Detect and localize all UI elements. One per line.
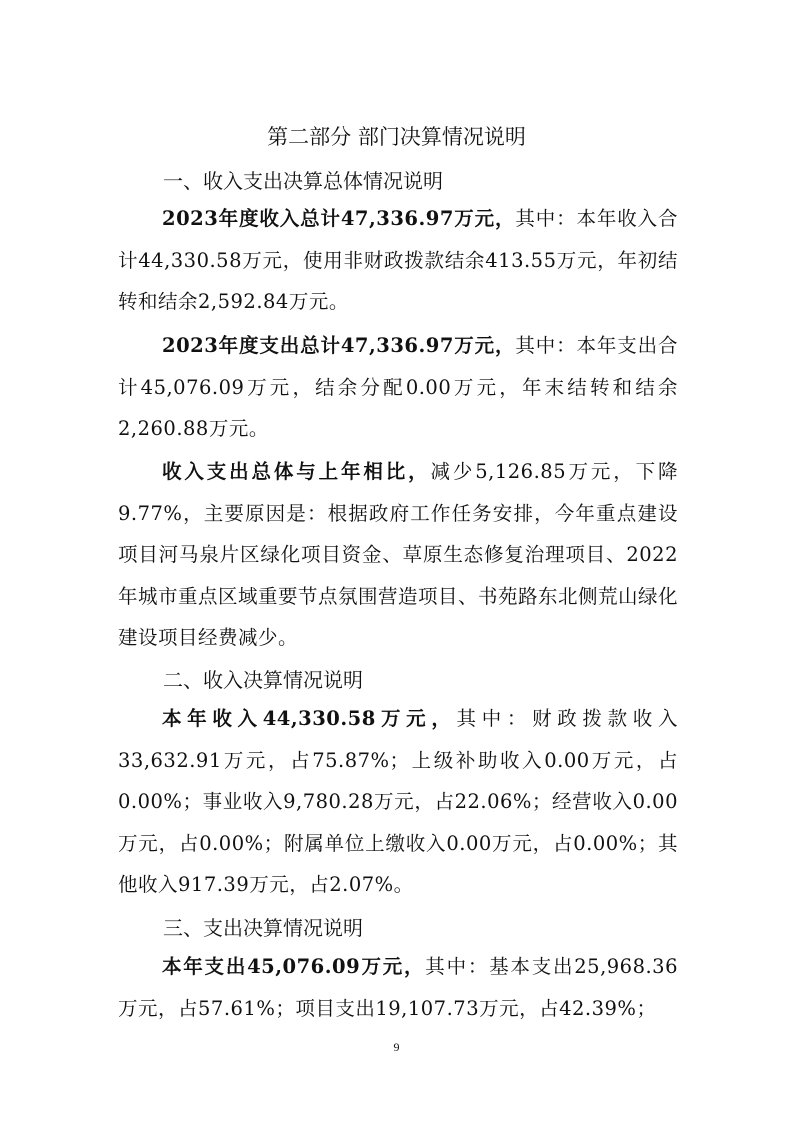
paragraph-body: 其中：财政拨款收入33,632.91万元，占75.87%；上级补助收入0.00万元，占0.00%；事业收入9,780.28万元，占22.06%；经营收入0.00万元，占0.00%；附属单位上缴收入0.00万元，占0.00%；其他收入917.39万元，占2.07%。 — [118, 707, 678, 896]
paragraph-body: 其中：本年支出合计45,076.09万元，结余分配0.00万元，年末结转和结余2,260.88万元。 — [118, 334, 678, 440]
paragraph-lead: 本年支出45,076.09万元， — [162, 955, 426, 978]
section-heading-2: 二、收入决算情况说明 — [163, 668, 363, 692]
paragraph-body: 减少5,126.85万元，下降9.77%，主要原因是：根据政府工作任务安排，今年重点建设项目河马泉片区绿化项目资金、草原生态修复治理项目、2022年城市重点区域重要节点氛围营造项目、书苑路东北侧荒山绿化建设项目经费减少。 — [118, 460, 679, 649]
paragraph-lead: 收入支出总体与上年相比， — [162, 460, 431, 483]
page-number: 9 — [393, 1040, 400, 1054]
paragraph-lead: 2023年度支出总计47,336.97万元， — [162, 334, 516, 357]
paragraph-lead: 本年收入44,330.58万元， — [162, 707, 457, 730]
section-heading-3: 三、支出决算情况说明 — [163, 916, 363, 940]
paragraph-lead: 2023年度收入总计47,336.97万元， — [162, 207, 516, 230]
paragraph-body: 其中：基本支出25,968.36万元，占57.61%；项目支出19,107.73万元，占42.39%； — [118, 955, 678, 1020]
page-title: 第二部分 部门决算情况说明 — [267, 125, 526, 149]
paragraph-income-total — [118, 198, 678, 323]
paragraph-expense-detail — [118, 946, 678, 1029]
paragraph-year-comparison — [118, 451, 678, 659]
section-heading-1: 一、收入支出决算总体情况说明 — [163, 169, 443, 193]
paragraph-expense-total — [118, 325, 678, 450]
paragraph-body: 其中：本年收入合计44,330.58万元，使用非财政拨款结余413.55万元，年初结转和结余2,592.84万元。 — [118, 207, 678, 313]
paragraph-income-detail — [118, 698, 678, 906]
